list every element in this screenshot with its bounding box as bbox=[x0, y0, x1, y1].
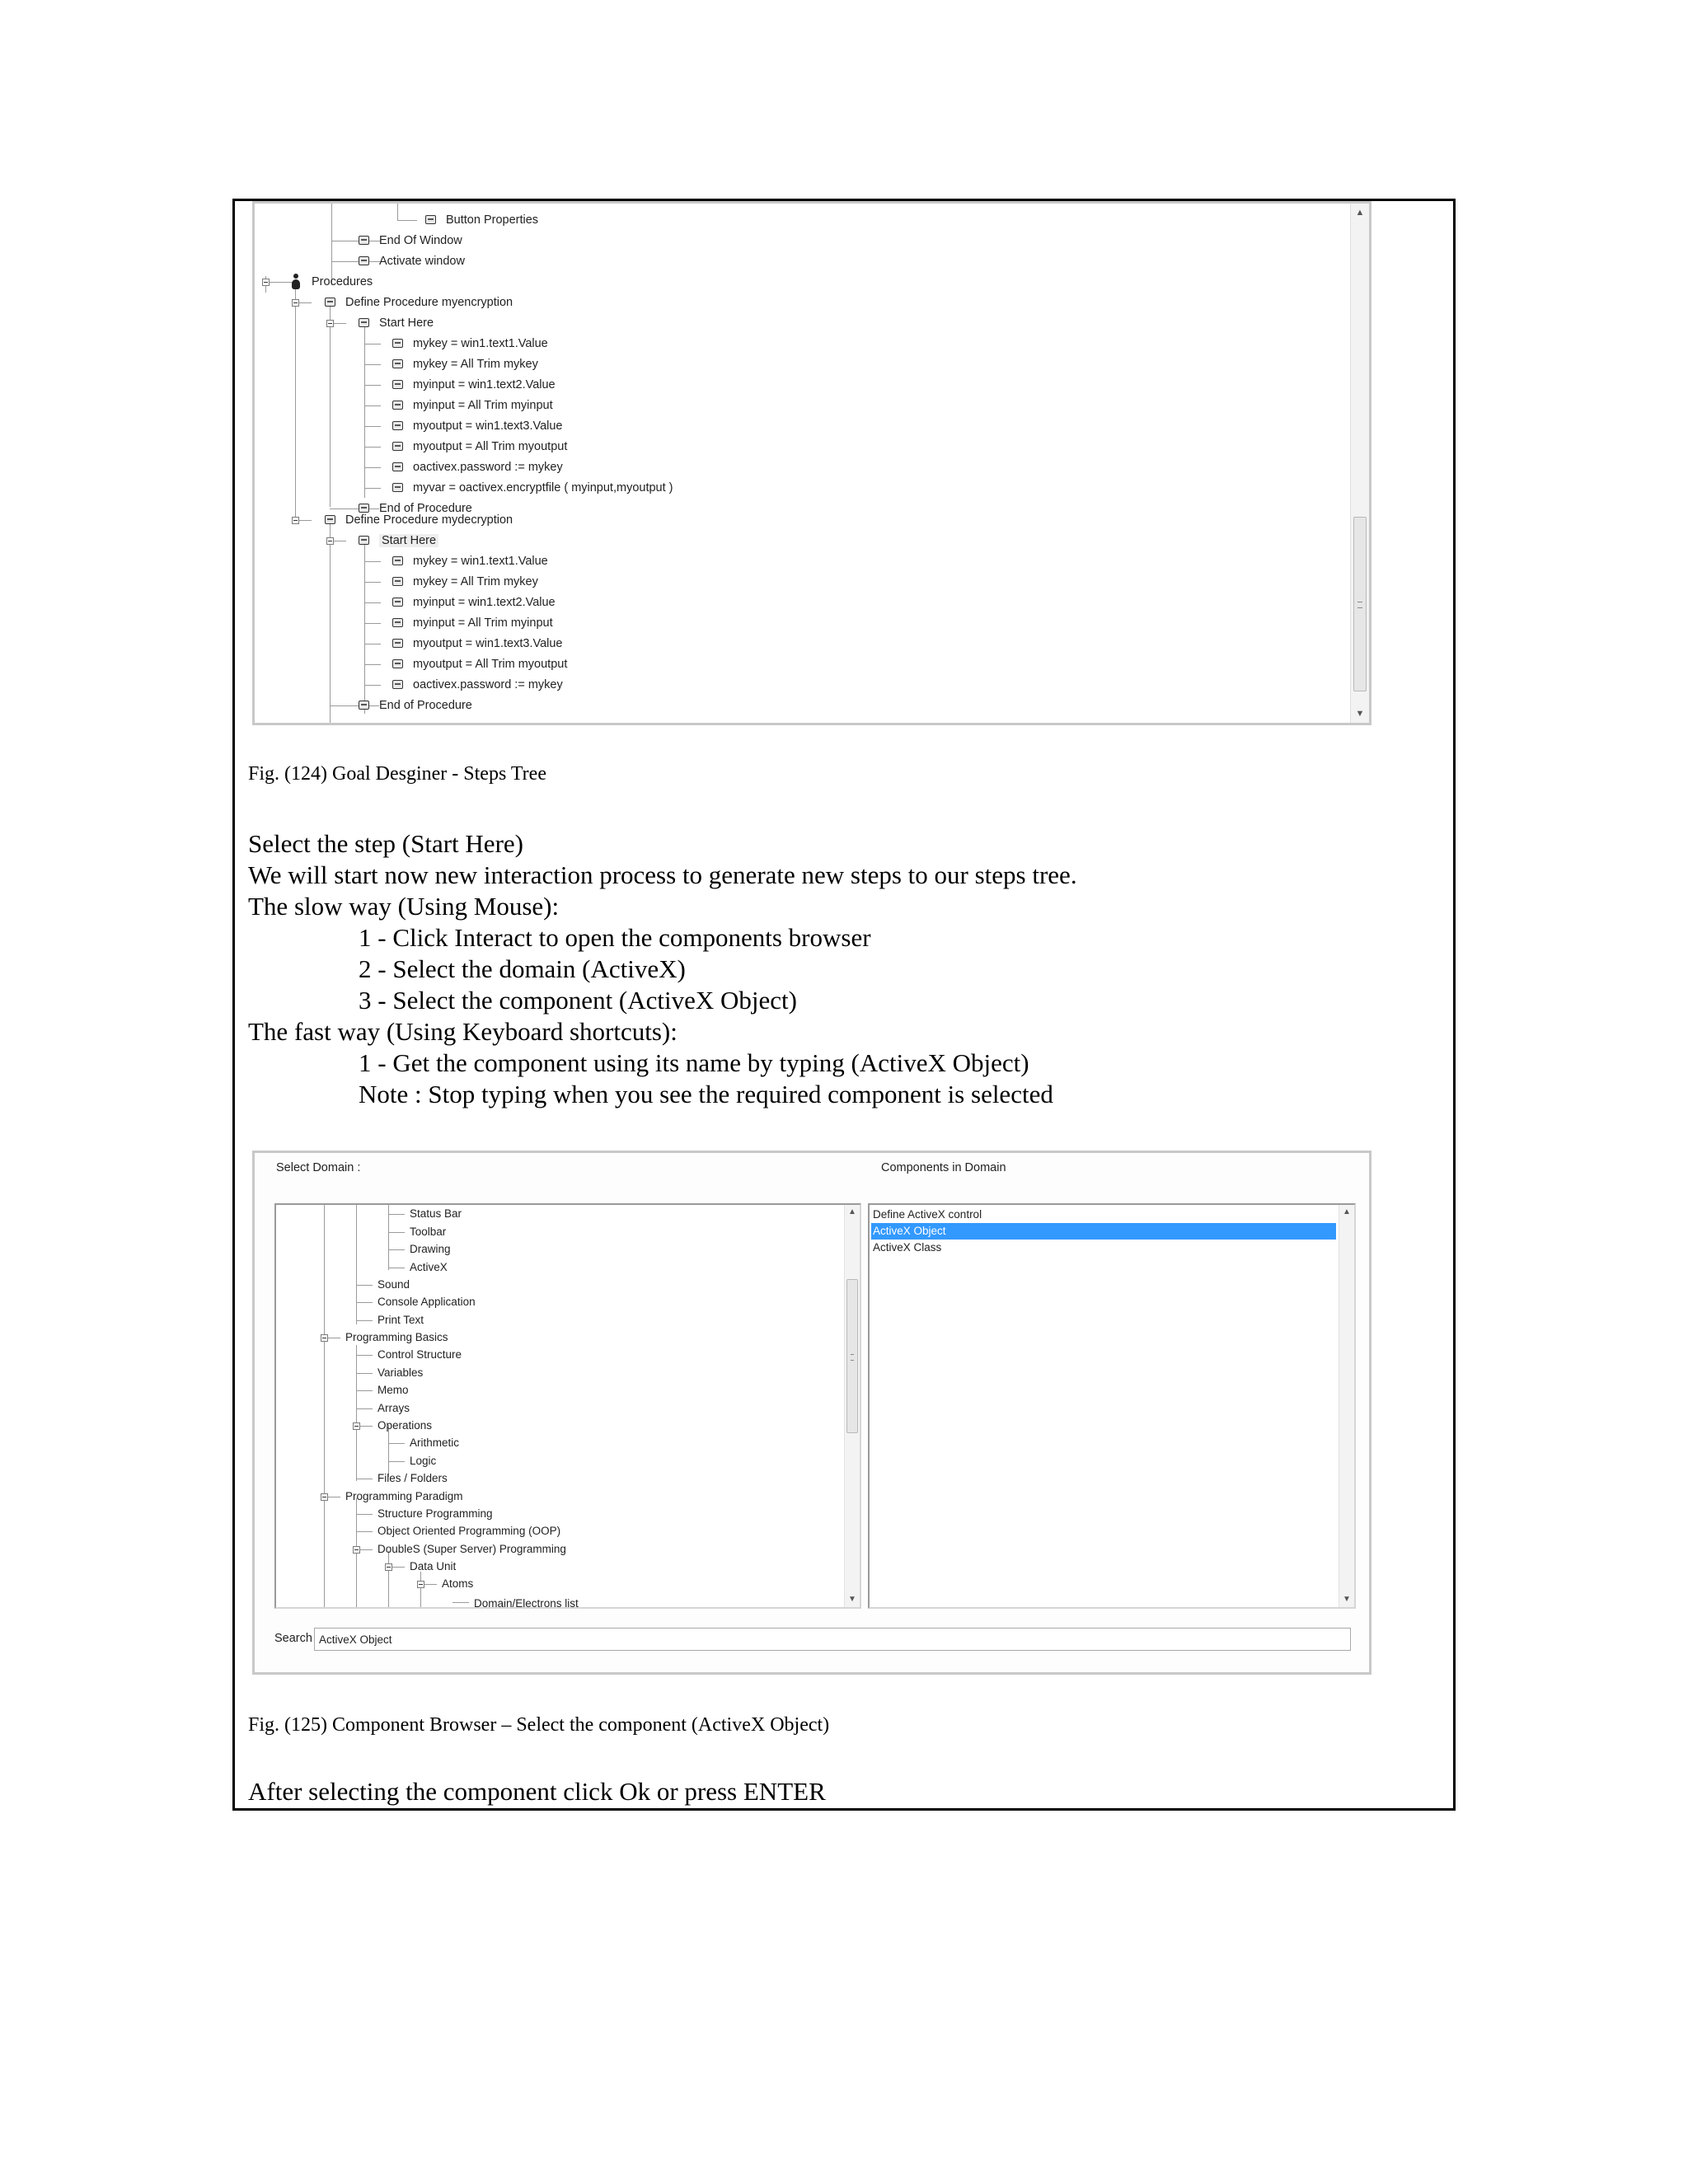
step-icon bbox=[392, 421, 403, 430]
step-icon bbox=[392, 577, 403, 586]
body-line-1: Select the step (Start Here) bbox=[248, 829, 523, 858]
domain-node[interactable]: Control Structure bbox=[377, 1348, 462, 1361]
tree-node[interactable]: mykey = win1.text1.Value bbox=[392, 334, 548, 354]
domain-node[interactable]: Data Unit bbox=[410, 1560, 457, 1572]
domain-node[interactable]: Object Oriented Programming (OOP) bbox=[377, 1525, 561, 1537]
component-browser bbox=[252, 1151, 1372, 1675]
tree-node[interactable]: myoutput = All Trim myoutput bbox=[392, 654, 567, 675]
domain-node[interactable]: Domain/Electrons list bbox=[474, 1597, 579, 1609]
tree-node[interactable]: myinput = win1.text2.Value bbox=[392, 375, 556, 396]
step-icon bbox=[392, 359, 403, 368]
step-icon bbox=[392, 380, 403, 389]
body-line-8: 1 - Get the component using its name by typing (ActiveX Object) bbox=[359, 1048, 1029, 1077]
domain-scrollbar[interactable] bbox=[844, 1205, 860, 1607]
step-icon bbox=[392, 462, 403, 471]
step-icon bbox=[392, 556, 403, 565]
tree-node[interactable]: mykey = All Trim mykey bbox=[392, 572, 538, 593]
components-in-domain-label: Components in Domain bbox=[881, 1161, 1006, 1174]
collapse-icon[interactable] bbox=[326, 537, 334, 545]
collapse-icon[interactable] bbox=[385, 1563, 392, 1571]
scroll-up-icon[interactable]: ▲ bbox=[848, 1207, 856, 1216]
domain-node[interactable]: Logic bbox=[410, 1455, 437, 1467]
domain-node-activex[interactable]: ActiveX bbox=[410, 1261, 448, 1273]
tree-node[interactable]: End Of Window bbox=[359, 231, 462, 251]
domain-node[interactable]: Status Bar bbox=[410, 1207, 462, 1220]
step-icon bbox=[325, 298, 335, 307]
body-line-9: Note : Stop typing when you see the required component is selected bbox=[359, 1080, 1053, 1108]
collapse-icon[interactable] bbox=[262, 279, 270, 286]
collapse-icon[interactable] bbox=[353, 1422, 360, 1430]
collapse-icon[interactable] bbox=[292, 517, 299, 524]
tree-node[interactable]: mykey = win1.text1.Value bbox=[392, 551, 548, 572]
step-icon bbox=[359, 536, 369, 545]
search-input[interactable] bbox=[314, 1628, 1351, 1651]
tree-node[interactable]: oactivex.password := mykey bbox=[392, 675, 563, 696]
procedures-icon bbox=[292, 274, 300, 290]
search-label: Search bbox=[274, 1632, 312, 1645]
select-domain-label: Select Domain : bbox=[276, 1161, 361, 1174]
tree-node[interactable]: myinput = All Trim myinput bbox=[392, 613, 553, 634]
domain-node[interactable]: Atoms bbox=[442, 1577, 474, 1590]
tree-node[interactable]: myoutput = win1.text3.Value bbox=[392, 416, 563, 437]
collapse-icon[interactable] bbox=[321, 1493, 328, 1501]
component-item[interactable]: ActiveX Class bbox=[873, 1241, 942, 1254]
domain-node[interactable]: Files / Folders bbox=[377, 1472, 448, 1484]
step-icon bbox=[392, 618, 403, 627]
scroll-down-icon[interactable]: ▼ bbox=[848, 1595, 856, 1604]
scroll-down-icon[interactable]: ▼ bbox=[1355, 709, 1365, 719]
step-icon bbox=[359, 701, 369, 710]
body-line-2: We will start now new interaction process to generate new steps to our steps tree. bbox=[248, 860, 1077, 889]
figure-caption-125: Fig. (125) Component Browser – Select the component (ActiveX Object) bbox=[248, 1714, 830, 1736]
domain-node[interactable]: Memo bbox=[377, 1384, 409, 1396]
tree-node[interactable]: mykey = All Trim mykey bbox=[392, 354, 538, 375]
domain-node[interactable]: Programming Basics bbox=[345, 1331, 448, 1343]
tree-node[interactable]: myoutput = win1.text3.Value bbox=[392, 634, 563, 654]
scroll-up-icon[interactable]: ▲ bbox=[1343, 1207, 1351, 1216]
tree-node[interactable]: Activate window bbox=[359, 251, 465, 272]
domain-node[interactable]: Drawing bbox=[410, 1243, 451, 1255]
domain-node[interactable]: Arithmetic bbox=[410, 1436, 460, 1449]
domain-node[interactable]: Operations bbox=[377, 1419, 433, 1432]
scroll-thumb[interactable] bbox=[1353, 517, 1367, 691]
step-icon bbox=[392, 598, 403, 607]
scroll-thumb[interactable] bbox=[846, 1279, 858, 1433]
step-icon bbox=[359, 318, 369, 327]
step-icon bbox=[392, 639, 403, 648]
body-line-6: 3 - Select the component (ActiveX Object) bbox=[359, 986, 797, 1015]
tree-node[interactable]: End of Procedure bbox=[359, 696, 472, 716]
tree-node[interactable]: Define Procedure myencryption bbox=[325, 293, 513, 313]
step-icon bbox=[392, 680, 403, 689]
component-item-selected[interactable]: ActiveX Object bbox=[871, 1223, 1336, 1240]
step-icon bbox=[392, 339, 403, 348]
body-line-7: The fast way (Using Keyboard shortcuts): bbox=[248, 1017, 678, 1046]
body-line-5: 2 - Select the domain (ActiveX) bbox=[359, 954, 686, 983]
domain-node[interactable]: Console Application bbox=[377, 1296, 476, 1308]
collapse-icon[interactable] bbox=[292, 299, 299, 307]
tree-node-selected[interactable]: Start Here bbox=[359, 531, 438, 551]
closing-line: After selecting the component click Ok or press ENTER bbox=[248, 1777, 826, 1806]
step-icon bbox=[325, 515, 335, 524]
collapse-icon[interactable] bbox=[353, 1546, 360, 1554]
scroll-down-icon[interactable]: ▼ bbox=[1343, 1595, 1351, 1604]
collapse-icon[interactable] bbox=[417, 1581, 424, 1588]
step-icon bbox=[392, 483, 403, 492]
step-icon bbox=[359, 256, 369, 265]
component-item[interactable]: Define ActiveX control bbox=[873, 1208, 982, 1221]
step-icon bbox=[425, 215, 436, 224]
tree-node[interactable]: End of Procedure bbox=[359, 499, 472, 519]
tree-node[interactable]: Start Here bbox=[359, 313, 434, 334]
domain-node[interactable]: Print Text bbox=[377, 1314, 424, 1326]
components-list-pane[interactable] bbox=[868, 1203, 1356, 1609]
tree-node[interactable]: Button Properties bbox=[425, 210, 538, 231]
body-line-3: The slow way (Using Mouse): bbox=[248, 892, 560, 921]
collapse-icon[interactable] bbox=[321, 1334, 328, 1342]
tree-node[interactable]: myvar = oactivex.encryptfile ( myinput,myoutput ) bbox=[392, 478, 673, 499]
components-scrollbar[interactable] bbox=[1339, 1205, 1354, 1607]
collapse-icon[interactable] bbox=[326, 320, 334, 327]
domain-node[interactable]: Toolbar bbox=[410, 1226, 447, 1238]
figure-caption-124: Fig. (124) Goal Desginer - Steps Tree bbox=[248, 763, 546, 785]
domain-node[interactable]: DoubleS (Super Server) Programming bbox=[377, 1543, 566, 1555]
step-icon bbox=[392, 401, 403, 410]
scroll-up-icon[interactable]: ▲ bbox=[1355, 208, 1365, 218]
tree-scrollbar[interactable] bbox=[1350, 204, 1369, 723]
domain-node[interactable]: Variables bbox=[377, 1366, 424, 1379]
step-icon bbox=[359, 236, 369, 245]
domain-node[interactable]: Sound bbox=[377, 1278, 410, 1291]
domain-node[interactable]: Structure Programming bbox=[377, 1507, 493, 1520]
domain-tree-pane[interactable] bbox=[274, 1203, 861, 1609]
tree-node[interactable]: myinput = All Trim myinput bbox=[392, 396, 553, 416]
tree-node[interactable]: myoutput = All Trim myoutput bbox=[392, 437, 567, 457]
tree-node[interactable]: Define Procedure mydecryption bbox=[325, 510, 513, 531]
domain-node[interactable]: Programming Paradigm bbox=[345, 1490, 463, 1502]
body-line-4: 1 - Click Interact to open the components browser bbox=[359, 923, 871, 952]
step-icon bbox=[392, 442, 403, 451]
step-icon bbox=[392, 659, 403, 668]
tree-node[interactable]: oactivex.password := mykey bbox=[392, 457, 563, 478]
tree-node[interactable]: myinput = win1.text2.Value bbox=[392, 593, 556, 613]
domain-node[interactable]: Arrays bbox=[377, 1402, 410, 1414]
tree-node-procedures[interactable]: Procedures bbox=[292, 272, 373, 293]
steps-tree-panel[interactable] bbox=[252, 201, 1372, 725]
